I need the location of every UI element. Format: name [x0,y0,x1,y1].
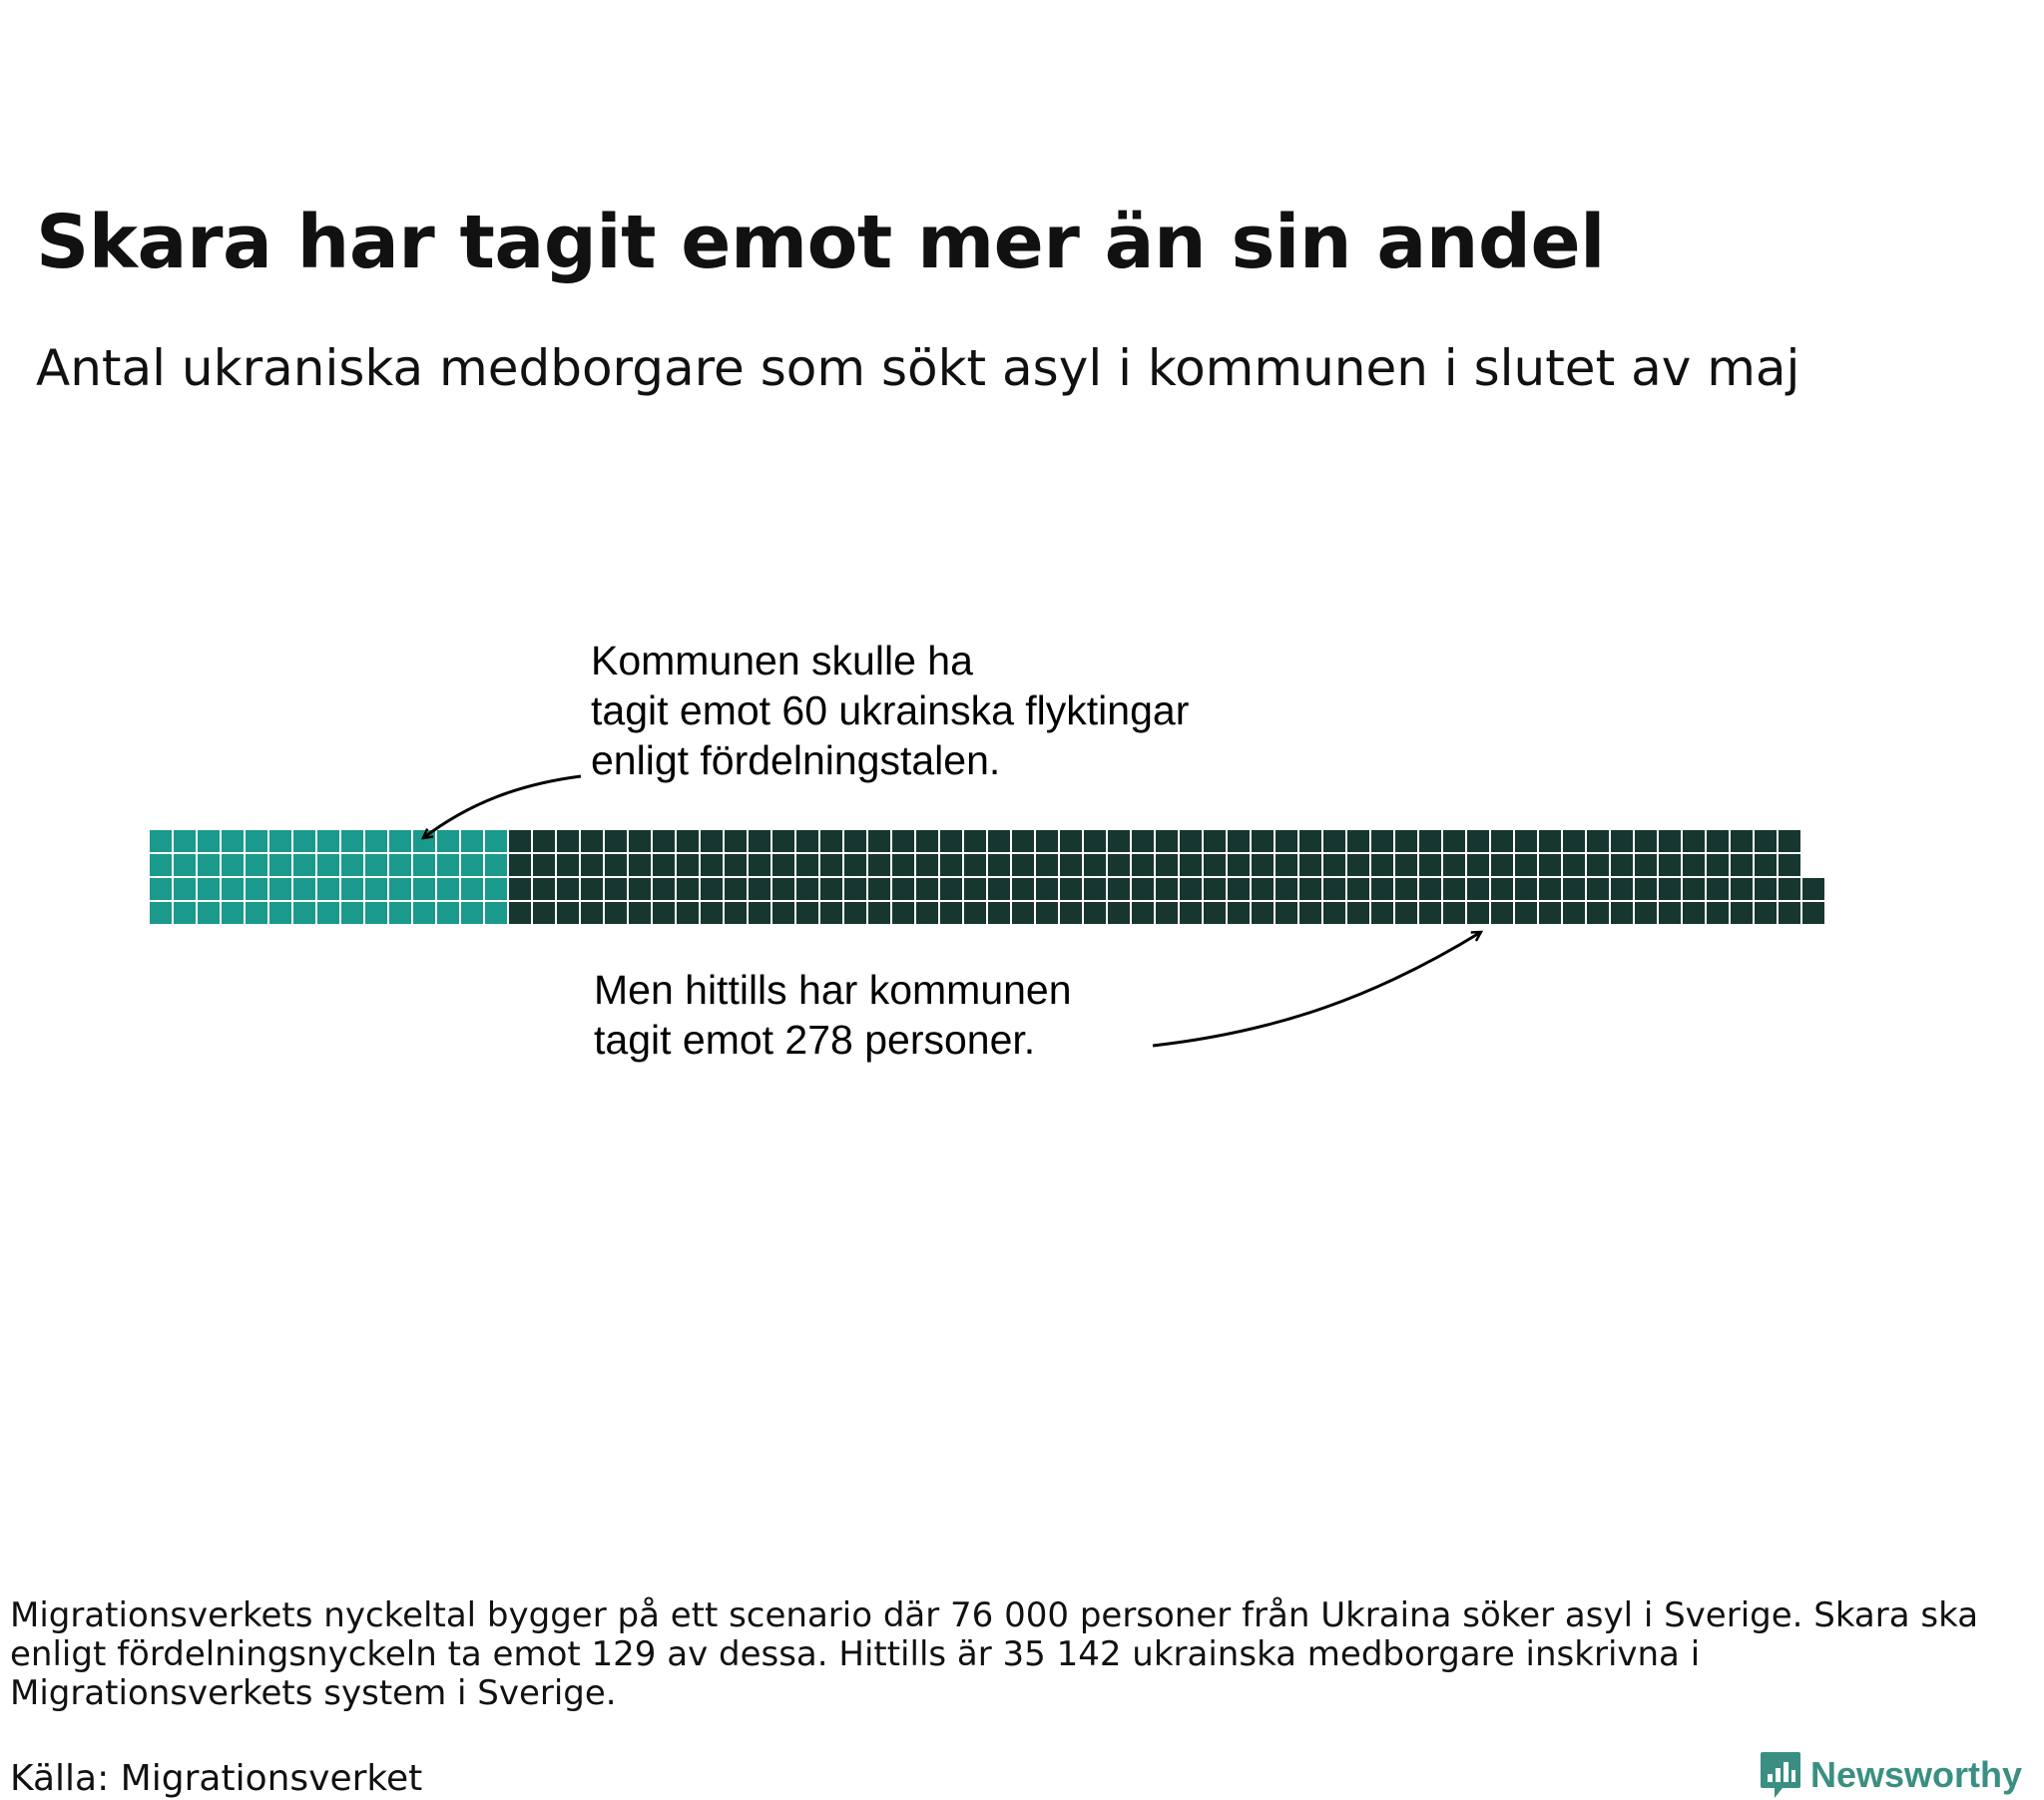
waffle-square [1539,854,1561,876]
waffle-square [916,830,938,852]
waffle-square [605,878,627,900]
waffle-square [1084,878,1106,900]
waffle-square [365,854,387,876]
waffle-square [1012,854,1034,876]
waffle-square [365,878,387,900]
waffle-square [269,902,291,924]
waffle-square [1371,830,1393,852]
annotation-actual [594,967,1083,1063]
waffle-square [701,902,723,924]
waffle-square [605,902,627,924]
waffle-square [437,854,459,876]
waffle-square [1779,902,1800,924]
waffle-square [820,878,842,900]
waffle-square [1515,830,1537,852]
waffle-square [1419,830,1441,852]
waffle-square [533,878,555,900]
waffle-square [725,830,747,852]
waffle-square [533,854,555,876]
waffle-square [509,830,531,852]
waffle-square [964,854,986,876]
waffle-square [1299,902,1321,924]
annotation-actual-arrow [1153,932,1481,1046]
waffle-square [1204,902,1226,924]
waffle-square [653,902,675,924]
waffle-square [1467,830,1489,852]
waffle-square [725,854,747,876]
waffle-square [1036,878,1058,900]
waffle-square [1108,830,1130,852]
waffle-square [772,878,794,900]
waffle-square [629,902,651,924]
waffle-square [940,878,962,900]
waffle-square [772,854,794,876]
waffle-square [341,830,363,852]
brand-logo [1759,1750,2022,1800]
waffle-square [1228,878,1250,900]
waffle-square [365,830,387,852]
waffle-square [1180,854,1202,876]
waffle-square [1539,830,1561,852]
waffle-square [749,830,770,852]
waffle-square [1180,878,1202,900]
waffle-square [222,878,244,900]
annotation-expected-arrow [423,776,581,838]
waffle-square [246,854,267,876]
waffle-square [1180,902,1202,924]
waffle-square [940,830,962,852]
waffle-square [1563,830,1585,852]
waffle-square [1539,878,1561,900]
waffle-square [1180,830,1202,852]
waffle-square [1299,830,1321,852]
waffle-square [1563,854,1585,876]
waffle-square [1156,878,1178,900]
waffle-square [701,854,723,876]
waffle-square [653,830,675,852]
waffle-square [581,902,603,924]
waffle-square [1132,878,1154,900]
waffle-square [1683,854,1705,876]
waffle-square [772,830,794,852]
waffle-square [1276,830,1297,852]
waffle-square [1084,902,1106,924]
waffle-square [701,830,723,852]
waffle-square [1443,902,1465,924]
waffle-square [1204,878,1226,900]
waffle-square [677,878,699,900]
waffle-square [1395,902,1417,924]
waffle-square [868,854,890,876]
waffle-square [1755,830,1777,852]
waffle-square [485,830,507,852]
waffle-square [629,854,651,876]
waffle-square [198,878,220,900]
waffle-square [198,854,220,876]
waffle-square [653,854,675,876]
waffle-square [916,854,938,876]
waffle-square [1683,830,1705,852]
waffle-square [1731,830,1753,852]
waffle-square [389,902,411,924]
waffle-square [1635,854,1657,876]
waffle-square [844,902,866,924]
waffle-square [1419,854,1441,876]
waffle-square [1659,902,1681,924]
waffle-square [485,878,507,900]
waffle-square [365,902,387,924]
waffle-square [1252,830,1274,852]
waffle-square [246,878,267,900]
waffle-square [701,878,723,900]
waffle-square [1635,830,1657,852]
waffle-square [796,902,818,924]
waffle-square [1802,902,1824,924]
waffle-square [964,878,986,900]
waffle-square [341,878,363,900]
waffle-square [222,902,244,924]
waffle-square [964,830,986,852]
waffle-square [1707,902,1729,924]
waffle-square [389,878,411,900]
waffle-square [437,878,459,900]
waffle-square [868,902,890,924]
waffle-square [461,830,483,852]
waffle-square [892,902,914,924]
waffle-square [1204,830,1226,852]
waffle-square [1611,902,1633,924]
waffle-square [461,854,483,876]
waffle-square [293,878,315,900]
waffle-square [269,854,291,876]
waffle-square [1347,830,1369,852]
waffle-square [1707,878,1729,900]
waffle-square [988,902,1010,924]
waffle-square [198,830,220,852]
waffle-square [1419,878,1441,900]
waffle-square [1132,902,1154,924]
waffle-square [725,878,747,900]
waffle-square [677,854,699,876]
waffle-square [1012,878,1034,900]
waffle-square [1659,854,1681,876]
waffle-square [1299,878,1321,900]
annotation-expected-line: tagit emot 60 ukrainska flyktingar [591,687,1190,733]
waffle-squares [150,830,1824,924]
waffle-square [509,878,531,900]
waffle-square [150,830,172,852]
waffle-square [317,830,339,852]
brand-name: Newsworthy [1810,1754,2023,1795]
waffle-square [1563,902,1585,924]
waffle-square [629,878,651,900]
waffle-square [1659,830,1681,852]
waffle-square [1491,878,1513,900]
waffle-square [581,878,603,900]
waffle-square [246,902,267,924]
waffle-square [1419,902,1441,924]
waffle-square [605,854,627,876]
waffle-square [820,830,842,852]
waffle-square [1036,854,1058,876]
waffle-square [1060,902,1082,924]
waffle-square [1587,830,1609,852]
newsworthy-logo-icon [1759,1750,1802,1800]
waffle-square [150,902,172,924]
waffle-square [820,902,842,924]
waffle-square [1755,902,1777,924]
waffle-square [1467,878,1489,900]
waffle-square [533,830,555,852]
waffle-square [317,854,339,876]
waffle-square [437,830,459,852]
waffle-square [1635,878,1657,900]
waffle-square [1443,830,1465,852]
waffle-square [1347,902,1369,924]
waffle-square [1108,902,1130,924]
waffle-square [461,902,483,924]
waffle-square [725,902,747,924]
waffle-square [1563,878,1585,900]
waffle-square [1012,902,1034,924]
waffle-square [988,854,1010,876]
waffle-square [677,830,699,852]
waffle-square [174,830,196,852]
waffle-square [1060,854,1082,876]
waffle-square [844,854,866,876]
waffle-square [1299,854,1321,876]
waffle-square [1779,830,1800,852]
waffle-square [1276,854,1297,876]
waffle-square [1395,878,1417,900]
waffle-square [749,902,770,924]
waffle-square [341,854,363,876]
waffle-square [509,902,531,924]
waffle-square [317,878,339,900]
waffle-square [844,878,866,900]
waffle-square [820,854,842,876]
waffle-square [1491,830,1513,852]
waffle-square [868,878,890,900]
waffle-square [1587,878,1609,900]
waffle-square [1779,854,1800,876]
waffle-square [1156,854,1178,876]
waffle-square [964,902,986,924]
waffle-square [677,902,699,924]
waffle-square [940,854,962,876]
waffle-square [557,878,579,900]
annotation-expected-line: enligt fördelningstalen. [591,737,1001,783]
waffle-square [413,854,435,876]
waffle-square [1371,854,1393,876]
waffle-square [198,902,220,924]
waffle-square [1156,902,1178,924]
annotation-actual-line: Men hittills har kommunen [594,967,1072,1013]
waffle-square [1036,830,1058,852]
waffle-square [1276,902,1297,924]
waffle-square [1491,902,1513,924]
waffle-square [988,830,1010,852]
waffle-square [1371,878,1393,900]
waffle-square [293,830,315,852]
waffle-square [916,902,938,924]
waffle-square [605,830,627,852]
waffle-square [317,902,339,924]
waffle-square [892,878,914,900]
waffle-square [1276,878,1297,900]
waffle-square [1731,878,1753,900]
waffle-square [1611,830,1633,852]
waffle-square [1443,878,1465,900]
waffle-square [796,854,818,876]
waffle-square [437,902,459,924]
waffle-square [269,878,291,900]
waffle-square [1060,830,1082,852]
waffle-square [533,902,555,924]
waffle-square [1132,854,1154,876]
waffle-square [557,902,579,924]
waffle-square [796,878,818,900]
waffle-square [916,878,938,900]
waffle-square [1707,854,1729,876]
waffle-square [557,830,579,852]
waffle-square [1084,830,1106,852]
waffle-square [1252,902,1274,924]
footnote: Migrationsverkets nyckeltal bygger på ett scenario där 76 000 personer från Ukraina söker asyl i Sverige. Skara ska enligt fördelningsnyckeln ta emot 129 av dessa. Hittills är 35 142 ukrainska medborgare inskrivna i Migrationsverkets system i Sverige. [10,1595,1979,1713]
waffle-square [150,878,172,900]
waffle-square [1443,854,1465,876]
waffle-square [1587,854,1609,876]
waffle-square [1036,902,1058,924]
annotation-actual-line: tagit emot 278 personer. [594,1017,1036,1063]
annotation-expected-line: Kommunen skulle ha [591,638,973,683]
waffle-square [1707,830,1729,852]
waffle-square [557,854,579,876]
waffle-square [150,854,172,876]
waffle-square [341,902,363,924]
waffle-square [1252,854,1274,876]
waffle-square [1084,854,1106,876]
waffle-square [1228,854,1250,876]
waffle-square [413,878,435,900]
waffle-square [1611,854,1633,876]
waffle-square [892,830,914,852]
chart-subtitle: Antal ukraniska medborgare som sökt asyl i kommunen i slutet av maj [36,339,1800,397]
waffle-square [1515,878,1537,900]
waffle-square [1347,878,1369,900]
waffle-square [1252,878,1274,900]
annotation-expected [591,638,1201,783]
waffle-square [581,854,603,876]
waffle-square [1204,854,1226,876]
waffle-square [293,902,315,924]
waffle-square [1012,830,1034,852]
waffle-square [246,830,267,852]
waffle-square [940,902,962,924]
chart-title: Skara har tagit emot mer än sin andel [36,200,1605,285]
waffle-square [796,830,818,852]
waffle-square [1323,830,1345,852]
waffle-square [629,830,651,852]
waffle-square [1635,902,1657,924]
waffle-square [1323,854,1345,876]
waffle-square [174,902,196,924]
waffle-square [1156,830,1178,852]
waffle-square [1755,878,1777,900]
waffle-square [389,854,411,876]
waffle-square [509,854,531,876]
waffle-square [1659,878,1681,900]
waffle-square [1347,854,1369,876]
waffle-square [772,902,794,924]
waffle-square [1108,878,1130,900]
waffle-square [1371,902,1393,924]
waffle-square [413,902,435,924]
waffle-square [1587,902,1609,924]
waffle-square [1515,854,1537,876]
waffle-square [1683,878,1705,900]
waffle-square [1132,830,1154,852]
waffle-square [749,854,770,876]
waffle-square [1539,902,1561,924]
waffle-square [868,830,890,852]
waffle-chart [0,619,2044,1098]
waffle-square [1228,830,1250,852]
waffle-square [1467,854,1489,876]
waffle-square [892,854,914,876]
waffle-square [485,902,507,924]
waffle-square [1323,902,1345,924]
waffle-square [844,830,866,852]
waffle-square [1395,830,1417,852]
waffle-square [174,878,196,900]
waffle-square [293,854,315,876]
waffle-square [222,854,244,876]
waffle-square [174,854,196,876]
waffle-square [1467,902,1489,924]
waffle-square [1731,902,1753,924]
waffle-square [1228,902,1250,924]
waffle-square [1779,878,1800,900]
waffle-square [389,830,411,852]
waffle-square [749,878,770,900]
waffle-square [988,878,1010,900]
waffle-square [1611,878,1633,900]
source-note: Källa: Migrationsverket [10,1758,423,1799]
waffle-square [653,878,675,900]
waffle-square [1731,854,1753,876]
waffle-square [1108,854,1130,876]
waffle-square [222,830,244,852]
waffle-square [1755,854,1777,876]
waffle-square [485,854,507,876]
waffle-square [1683,902,1705,924]
waffle-square [1802,878,1824,900]
waffle-square [1060,878,1082,900]
waffle-square [1323,878,1345,900]
waffle-square [461,878,483,900]
waffle-square [1491,854,1513,876]
waffle-square [1515,902,1537,924]
waffle-square [269,830,291,852]
waffle-square [581,830,603,852]
waffle-square [1395,854,1417,876]
